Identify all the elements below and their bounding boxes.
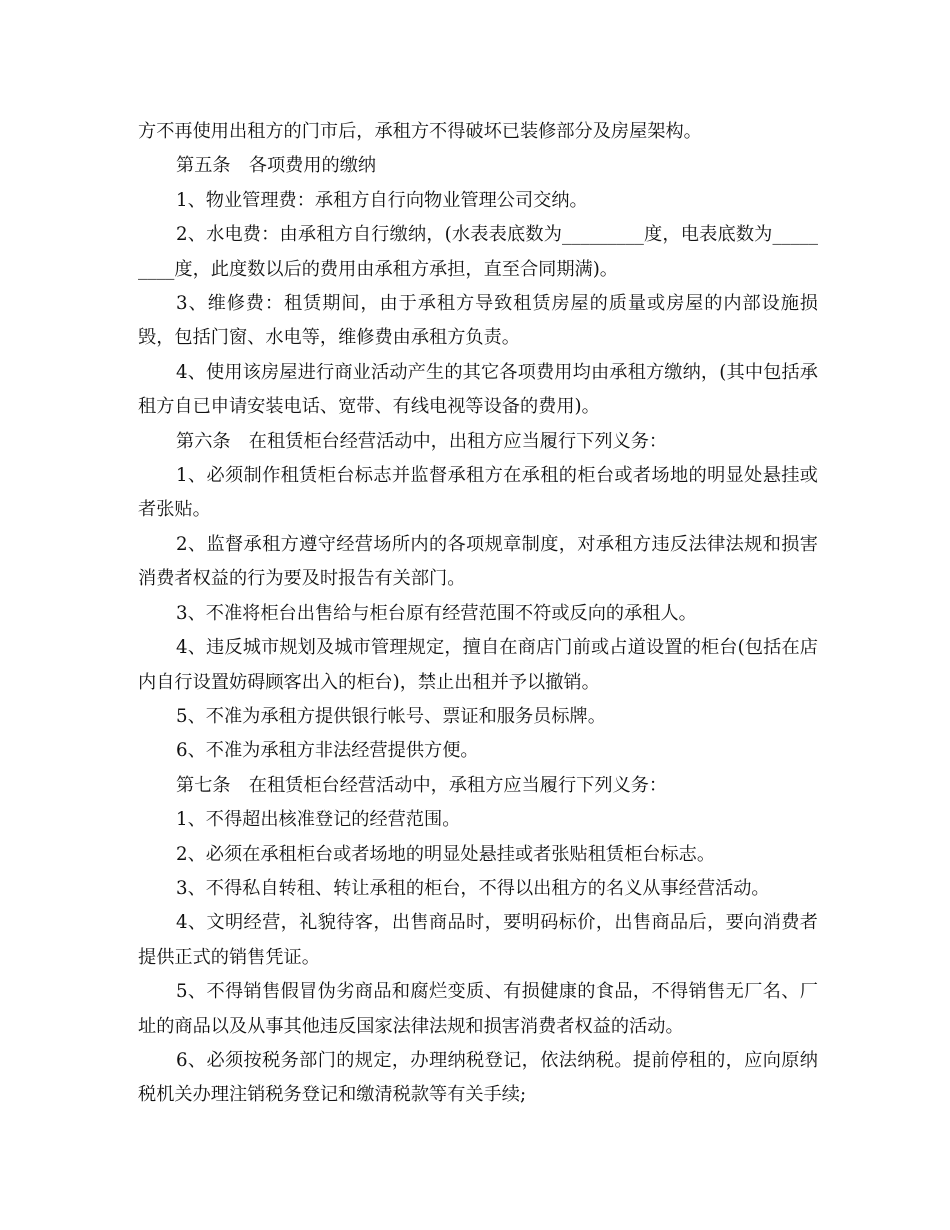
article-7-heading: 第七条 在租赁柜台经营活动中，承租方应当履行下列义务： xyxy=(176,774,668,796)
paragraph-1: 方不再使用出租方的门市后，承租方不得破坏已装修部分及房屋架构。 xyxy=(138,121,702,142)
paragraph-4: 2、水电费：由承租方自行缴纳，(水表表底数为_________度，电表底数为_________度，此度数以后的费用由承租方承担，直至合同期满)。 xyxy=(138,224,818,280)
paragraph-20: 6、必须按税务部门的规定，办理纳税登记，依法纳税。提前停租的，应向原纳税机关办理注销税务登记和缴清税款等有关手续; xyxy=(138,1049,818,1106)
paragraph-19: 5、不得销售假冒伪劣商品和腐烂变质、有损健康的食品，不得销售无厂名、厂址的商品以及从事其他违反国家法律法规和损害消费者权益的活动。 xyxy=(138,981,818,1037)
paragraph-17: 3、不得私自转租、转让承租的柜台，不得以出租方的名义从事经营活动。 xyxy=(176,877,770,899)
document-body xyxy=(138,115,818,1113)
paragraph-3: 1、物业管理费：承租方自行向物业管理公司交纳。 xyxy=(176,189,588,211)
paragraph-13: 6、不准为承租方非法经营提供方便。 xyxy=(176,740,479,762)
paragraph-11: 4、违反城市规划及城市管理规定，擅自在商店门前或占道设置的柜台(包括在店内自行设置妨碍顾客出入的柜台)，禁止出租并予以撤销。 xyxy=(138,637,818,693)
paragraph-5: 3、维修费：租赁期间，由于承租方导致租赁房屋的质量或房屋的内部设施损毁，包括门窗、水电等，维修费由承租方负责。 xyxy=(138,293,818,349)
paragraph-10: 3、不准将柜台出售给与柜台原有经营范围不符或反向的承租人。 xyxy=(176,602,697,624)
paragraph-6: 4、使用该房屋进行商业活动产生的其它各项费用均由承租方缴纳，(其中包括承租方自已申请安装电话、宽带、有线电视等设备的费用)。 xyxy=(138,361,818,418)
paragraph-15: 1、不得超出核准登记的经营范围。 xyxy=(176,809,461,831)
article-6-heading: 第六条 在租赁柜台经营活动中，出租方应当履行下列义务： xyxy=(176,430,668,452)
paragraph-8: 1、必须制作租赁柜台标志并监督承租方在承租的柜台或者场地的明显处悬挂或者张贴。 xyxy=(138,465,818,521)
article-5-heading: 第五条 各项费用的缴纳 xyxy=(176,155,377,177)
paragraph-9: 2、监督承租方遵守经营场所内的各项规章制度，对承租方违反法律法规和损害消费者权益的行为要及时报告有关部门。 xyxy=(138,533,818,590)
paragraph-18: 4、文明经营，礼貌待客，出售商品时，要明码标价，出售商品后，要向消费者提供正式的销售凭证。 xyxy=(138,912,818,968)
paragraph-12: 5、不准为承租方提供银行帐号、票证和服务员标牌。 xyxy=(176,705,606,727)
paragraph-16: 2、必须在承租柜台或者场地的明显处悬挂或者张贴租赁柜台标志。 xyxy=(176,843,716,865)
